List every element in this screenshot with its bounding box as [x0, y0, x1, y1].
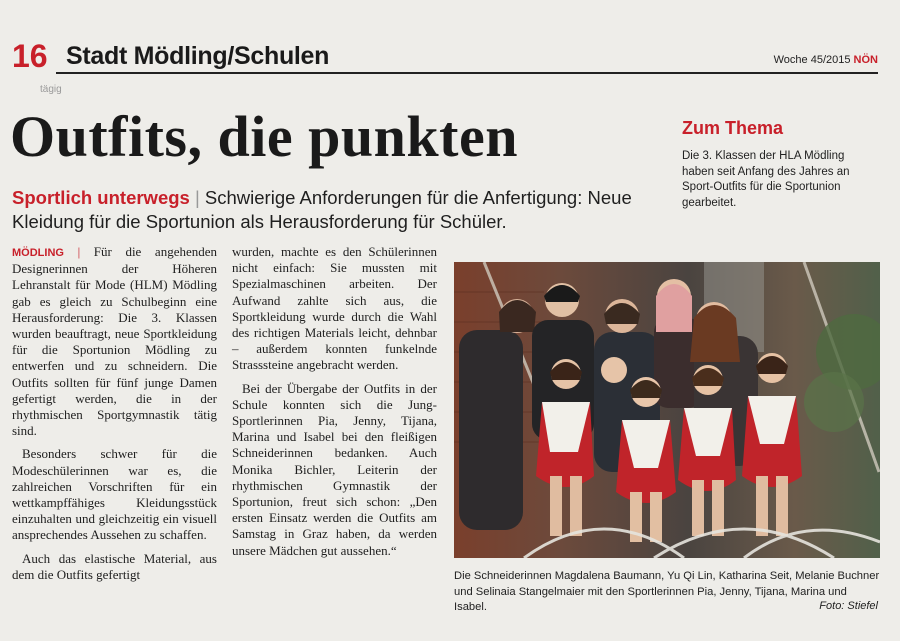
group-photo-image	[454, 262, 880, 558]
article-column-1	[12, 244, 217, 590]
dateline-separator: |	[77, 244, 81, 259]
section-title: Stadt Mödling/Schulen	[66, 42, 330, 70]
article-paragraph: wurden, machte es den Schülerinnen nicht einfach: Sie mussten mit Spezialmaschinen arbeiten. Der Aufwand zahlte sich aus, die Sportkleidung wurde durch die Wahl des richtigen Materials leicht, dehnbar – außerdem konnten funkelnde Strasssteine angebracht werden.	[232, 244, 437, 373]
header-rule	[56, 72, 878, 74]
issue-week	[774, 54, 878, 66]
subheadline	[12, 186, 652, 234]
photo-credit: Foto: Stiefel	[819, 600, 878, 612]
subheadline-text: Schwierige Anforderungen für die Anfertigung: Neue Kleidung für die Sportunion als Herausforderung für Schüler.	[12, 187, 632, 232]
kicker: Sportlich unterwegs	[12, 187, 190, 208]
sidebar-box	[682, 118, 878, 211]
page-header	[12, 36, 878, 76]
photo-caption: Die Schneiderinnen Magdalena Baumann, Yu Qi Lin, Katharina Seit, Melanie Buchner und Selinaia Stangelmaier mit den Sportlerinnen Pia, Jenny, Tijana, Marina und Isabel.	[454, 570, 880, 613]
week-label: Woche 45/2015	[773, 54, 851, 66]
sidebar-text: Die 3. Klassen der HLA Mödling haben seit Anfang des Jahres an Sport-Outfits für die Sportunion gearbeitet.	[682, 150, 850, 209]
article-paragraph	[12, 244, 217, 439]
paragraph-text: Für die angehenden Designerinnen der Höheren Lehranstalt für Mode (HLM) Mödling gab es gleich zu Schulbeginn eine Herausforderung: Die 3. Klassen wurden beauftragt, neue Sportkleidung für die Sportunion Mödling zu entwerfen und zu schneidern. Die Outfits sollten für fünf junge Damen gefertigt werden, die in der rhythmischen Sportgymnastik tätig sind.	[12, 244, 218, 439]
watermark: tägig	[40, 84, 62, 95]
headline: Outfits, die punkten	[10, 104, 518, 169]
article-column-2	[232, 244, 437, 566]
article-paragraph: Auch das elastische Material, aus dem die Outfits gefertigt	[12, 550, 217, 582]
dateline: MÖDLING	[12, 247, 64, 259]
page-number: 16	[12, 38, 48, 74]
article-paragraph: Bei der Übergabe der Outfits in der Schule konnten sich die Jung-Sportlerinnen Pia, Jenny, Tijana, Marina und Isabel bei den fleißigen Schneiderinnen bedanken. Auch Monika Bichler, Leiterin der rhythmischen Gymnastik der Sportunion, freut sich schon: „Den ersten Einsatz werden die Outfits am Samstag in Graz haben, da werden unsere Mädchen gut aussehen.“	[232, 380, 437, 558]
sidebar-title: Zum Thema	[682, 118, 784, 138]
kicker-separator: |	[194, 187, 200, 208]
group-photo	[454, 262, 880, 558]
article-paragraph: Besonders schwer für die Modeschülerinnen war es, die zahlreichen Vorschriften für ein wettkampffähiges Kleidungsstück einzuhalten und gleichzeitig ein visuell ansprechendes Aussehen zu schaffen.	[12, 446, 217, 543]
brand-logo: NÖN	[853, 54, 878, 66]
